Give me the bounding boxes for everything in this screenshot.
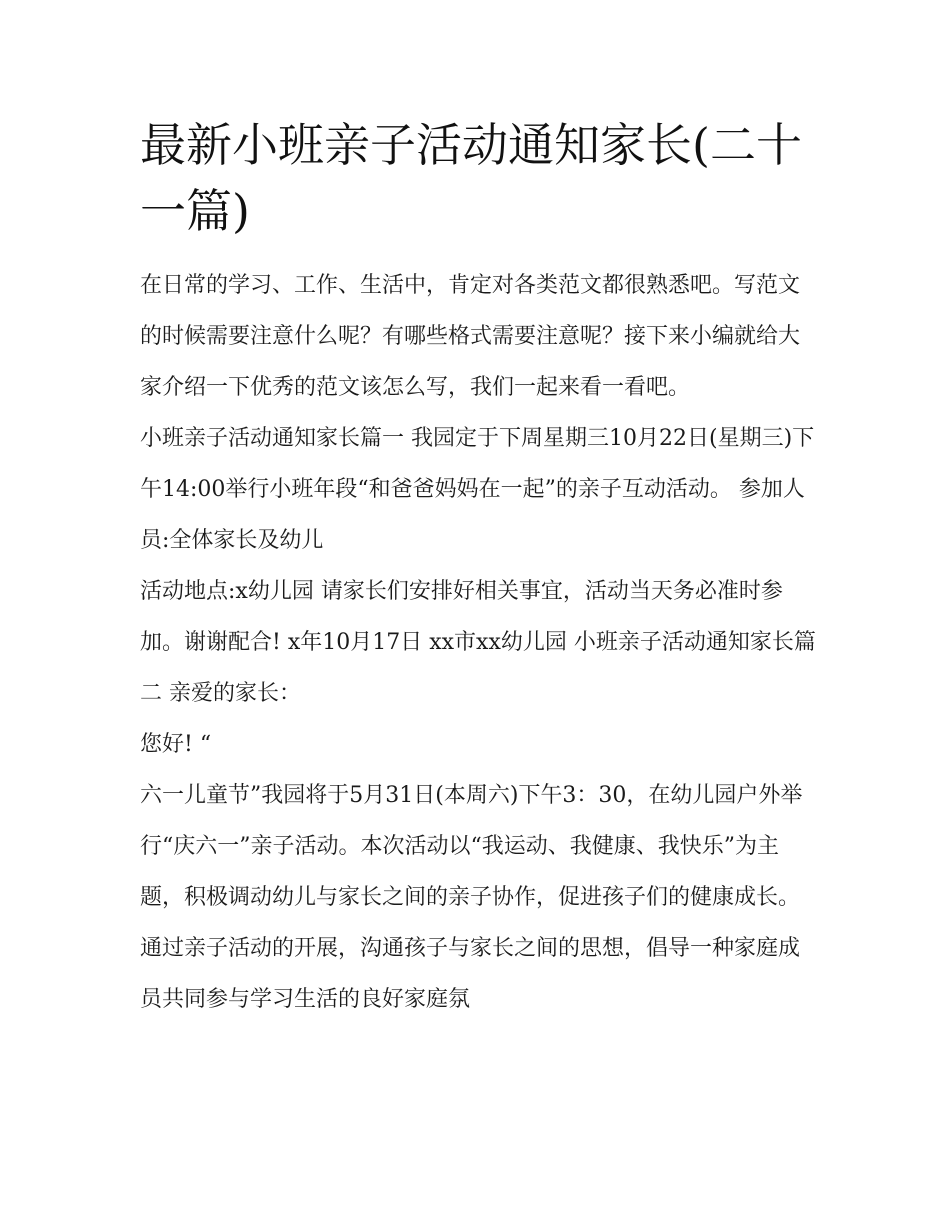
paragraph-notice-one: 小班亲子活动通知家长篇一 我园定于下周星期三10月22日(星期三)下午14:00举行小班年段“和爸爸妈妈在一起”的亲子互动活动。 参加人员:全体家长及幼儿 [140,426,815,553]
document-page [140,112,820,1025]
paragraph-childrens-day: 六一儿童节”我园将于5月31日(本周六)下午3：30，在幼儿园户外举行“庆六一”亲子活动。本次活动以“我运动、我健康、我快乐”为主题，积极调动幼儿与家长之间的亲子协作，促进孩子们的健康成长。通过亲子活动的开展，沟通孩子与家长之间的思想，倡导一种家庭成员共同参与学习生活的良好家庭氛 [140,783,803,1012]
paragraph-intro: 在日常的学习、工作、生活中，肯定对各类范文都很熟悉吧。写范文的时候需要注意什么呢？有哪些格式需要注意呢？接下来小编就给大家介绍一下优秀的范文该怎么写，我们一起来看一看吧。 [140,273,801,400]
document-body [140,260,820,1025]
paragraph-location: 活动地点:x幼儿园 请家长们安排好相关事宜，活动当天务必准时参加。谢谢配合! x年10月17日 xx市xx幼儿园 小班亲子活动通知家长篇二 亲爱的家长： [140,579,816,706]
document-title: 最新小班亲子活动通知家长(二十一篇) [140,118,802,238]
paragraph-greeting: 您好! “ [140,732,212,757]
